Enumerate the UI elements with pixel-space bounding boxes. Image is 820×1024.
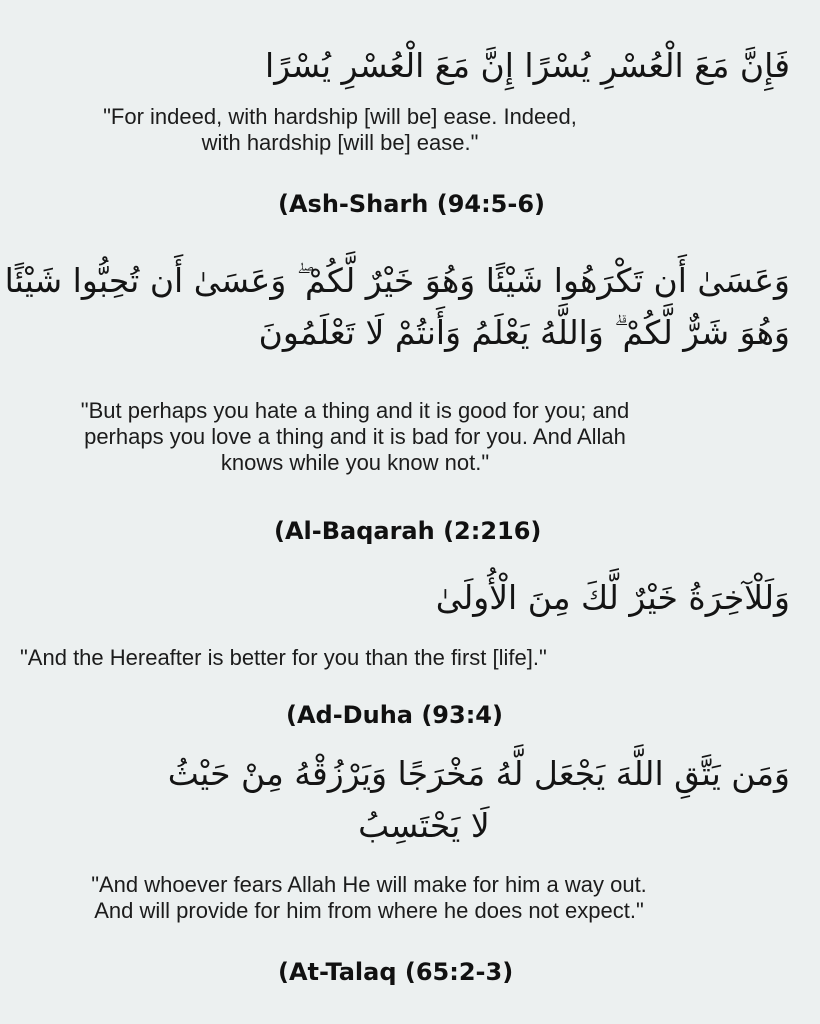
verse-4-translation-line-1: "And whoever fears Allah He will make for him a way out.: [91, 872, 647, 897]
verse-2-translation-line-3: knows while you know not.": [220, 450, 490, 475]
verse-2-translation-line-1: "But perhaps you hate a thing and it is good for you; and: [80, 398, 630, 423]
verse-2-reference: (Al-Baqarah (2:216): [274, 517, 542, 545]
verse-2-translation: [10, 398, 700, 476]
verse-1-translation-line-2: with hardship [will be] ease.": [201, 130, 479, 155]
verse-1-translation: [20, 104, 660, 156]
verse-4-translation-line-2: And will provide for him from where he does not expect.": [94, 898, 644, 923]
verse-4-arabic: [168, 748, 790, 852]
verse-4-reference: (At-Talaq (65:2-3): [278, 958, 514, 986]
verse-3-translation: [20, 645, 547, 671]
verse-3-translation-line-1: "And the Hereafter is better for you than the first [life].": [20, 645, 547, 670]
verse-4-arabic-line-2: لَا يَحْتَسِبُ: [358, 806, 490, 845]
verse-3-arabic-line-1: وَلَلْآخِرَةُ خَيْرٌ لَّكَ مِنَ الْأُولَىٰ: [435, 578, 790, 617]
verse-3-arabic: [436, 572, 790, 624]
verse-1-reference: (Ash-Sharh (94:5-6): [278, 190, 546, 218]
verse-2-arabic: [5, 255, 790, 359]
verse-3-reference: (Ad-Duha (93:4): [286, 701, 503, 729]
verse-4-translation: [24, 872, 714, 924]
verse-2-arabic-line-2: وَهُوَ شَرٌّ لَّكُمْ ۗ وَاللَّهُ يَعْلَمُ وَأَنتُمْ لَا تَعْلَمُونَ: [258, 313, 790, 352]
verse-1-arabic-line-1: فَإِنَّ مَعَ الْعُسْرِ يُسْرًا إِنَّ مَعَ الْعُسْرِ يُسْرًا: [265, 46, 790, 85]
verse-1-arabic: [265, 40, 790, 92]
verse-2-translation-line-2: perhaps you love a thing and it is bad for you. And Allah: [84, 424, 626, 449]
verse-2-arabic-line-1: وَعَسَىٰ أَن تَكْرَهُوا شَيْئًا وَهُوَ خَيْرٌ لَّكُمْ ۖ وَعَسَىٰ أَن تُحِبُّوا شَيْئًا: [4, 261, 790, 300]
verse-1-translation-line-1: "For indeed, with hardship [will be] ease. Indeed,: [103, 104, 577, 129]
verse-4-arabic-line-1: وَمَن يَتَّقِ اللَّهَ يَجْعَل لَّهُ مَخْرَجًا وَيَرْزُقْهُ مِنْ حَيْثُ: [167, 754, 790, 793]
